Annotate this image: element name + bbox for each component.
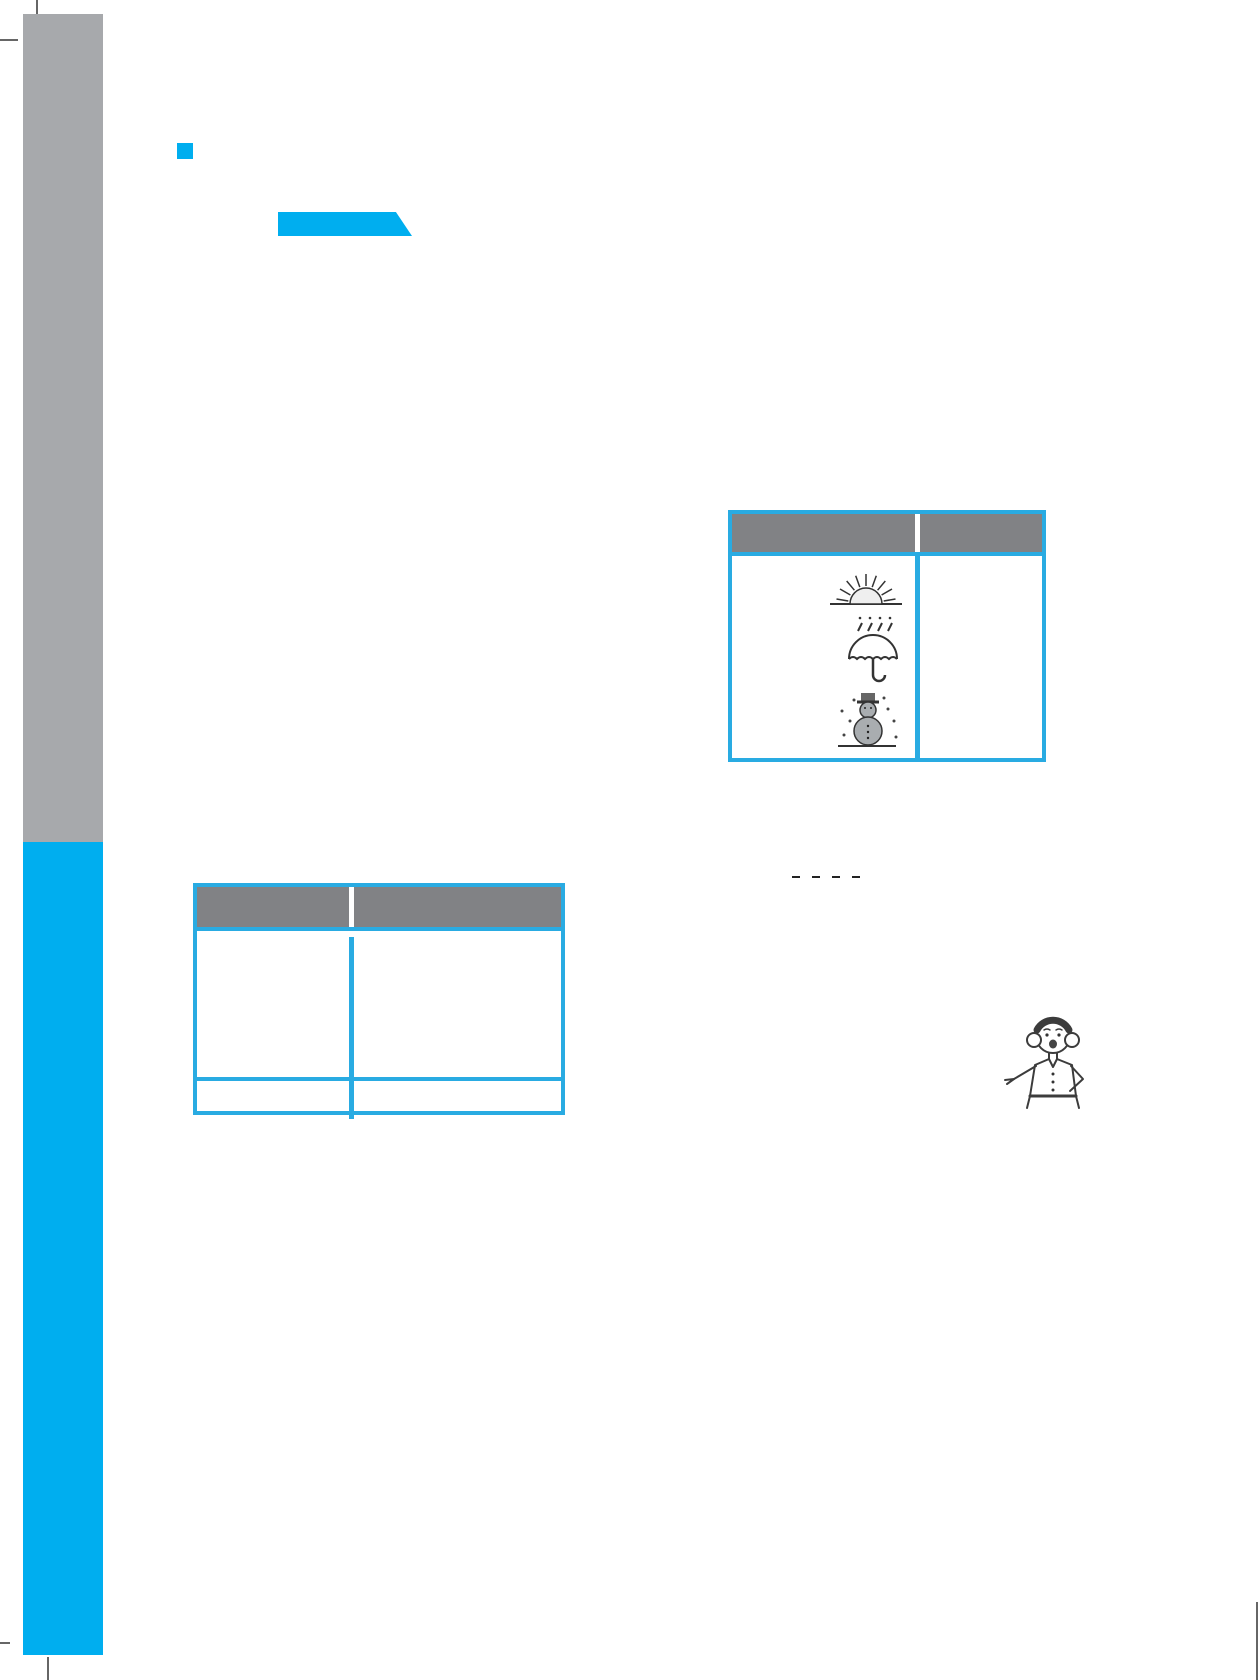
table-row [732, 686, 1042, 758]
table-row [732, 556, 1042, 614]
hint-cloud [585, 848, 1055, 1016]
colours-table [193, 883, 565, 1115]
crop-mark [47, 1657, 49, 1680]
cloud-line-2 [623, 876, 1029, 878]
girl-illustration [990, 1002, 1110, 1150]
fraction [792, 876, 800, 878]
fraction [832, 876, 840, 878]
music-pie-svg [859, 252, 1071, 464]
table-row [197, 1039, 561, 1073]
table-header-colours [197, 887, 349, 927]
season-table [728, 510, 1046, 762]
table-row [732, 614, 1042, 686]
marks-pie-chart [830, 1245, 1130, 1535]
snowman-icon [830, 691, 904, 753]
cloud-text [623, 874, 1029, 878]
column-divider [915, 556, 920, 758]
umbrella-icon [842, 615, 904, 685]
column-divider [349, 937, 354, 1119]
fraction [812, 876, 820, 878]
music-pie-chart [760, 235, 1160, 525]
header-square-icon [177, 143, 193, 159]
table-row [197, 1005, 561, 1039]
crop-mark [1256, 1602, 1258, 1680]
marks-pie-svg [863, 1268, 1091, 1496]
sidebar-blue-bar [23, 842, 103, 1655]
table-header-season [732, 514, 915, 552]
table-row [197, 937, 561, 971]
sun-icon [828, 561, 904, 609]
table-total-row [197, 1081, 561, 1119]
crop-mark [0, 1642, 10, 1644]
table-header-votes [920, 514, 1042, 552]
table-header-people [354, 887, 561, 927]
exercise-banner [278, 212, 412, 236]
sidebar-gray-bar [23, 14, 103, 842]
table-row [197, 971, 561, 1005]
crop-mark [0, 39, 18, 41]
fraction [852, 876, 860, 878]
